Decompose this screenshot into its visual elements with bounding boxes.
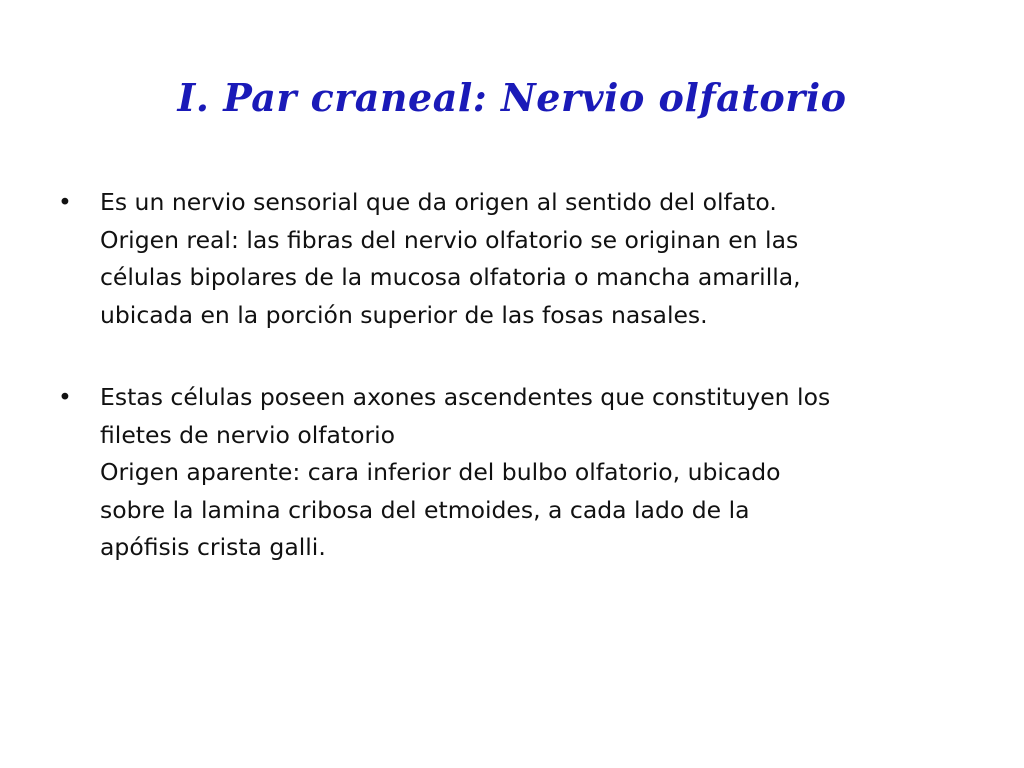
slide-title: I. Par craneal: Nervio olfatorio <box>177 75 847 120</box>
bullet-text-line: Origen real: las fibras del nervio olfatorio se originan en las <box>100 225 799 254</box>
bullet-icon: • <box>58 188 72 216</box>
bullet-text-line: apófisis crista galli. <box>100 533 326 561</box>
bullet-text-line: células bipolares de la mucosa olfatoria o mancha amarilla, <box>100 263 801 291</box>
bullet-text-line: sobre la lamina cribosa del etmoides, a cada lado de la <box>100 495 750 524</box>
bullet-item <box>58 379 958 567</box>
bullet-text-line: filetes de nervio olfatorio <box>100 420 396 449</box>
bullet-text-line: Es un nervio sensorial que da origen al sentido del olfato. <box>100 188 777 216</box>
bullet-text-line: Origen aparente: cara inferior del bulbo olfatorio, ubicado <box>100 458 781 486</box>
bullet-item <box>58 184 958 334</box>
bullet-text-line: Estas células poseen axones ascendentes que constituyen los <box>100 383 831 411</box>
bullet-text-line: ubicada en la porción superior de las fosas nasales. <box>100 300 708 329</box>
bullet-icon: • <box>58 383 72 411</box>
bullet-list <box>58 184 958 567</box>
